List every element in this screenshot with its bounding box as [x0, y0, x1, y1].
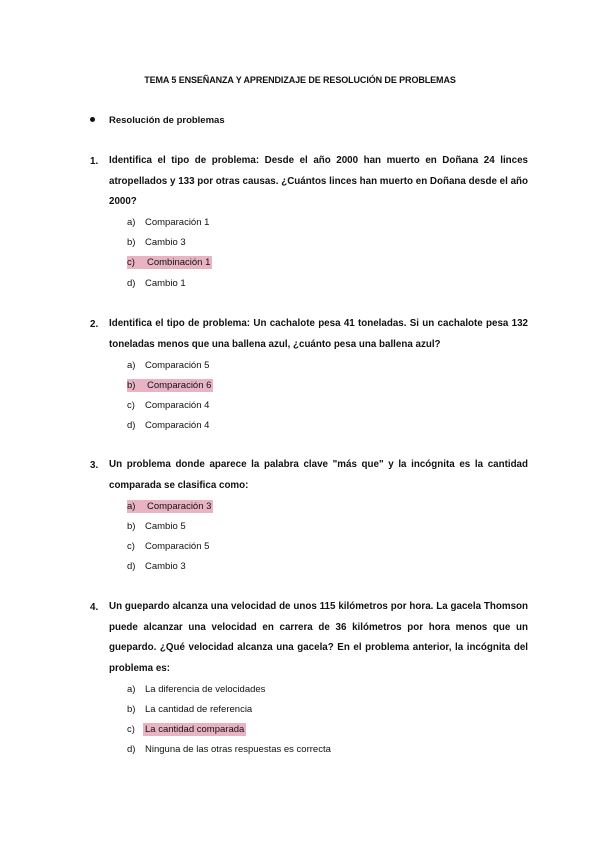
option-b[interactable]: b) Cambio 3 — [127, 237, 186, 249]
question-number: 1. — [90, 156, 99, 167]
question-number: 2. — [90, 319, 99, 330]
option-d[interactable]: d) Cambio 1 — [127, 277, 186, 289]
option-c-highlighted[interactable]: c) Combinación 1 — [127, 257, 211, 269]
option-a-highlighted[interactable]: a) Comparación 3 — [127, 500, 212, 512]
question-stem: Un guepardo alcanza una velocidad de unos 115 kilómetros por hora. La gacela Thomson puede alcanzar una velocidad en carrera de 36 kilómetros por hora menos que un guepardo. ¿Qué velocidad alcanza una gacela? En el problema anterior, la incógnita del problema es: — [109, 601, 528, 674]
question-3 — [90, 460, 528, 577]
question-1 — [90, 156, 528, 293]
option-c[interactable]: c) Comparación 5 — [127, 540, 210, 552]
question-number: 4. — [90, 602, 99, 613]
section-heading-text: Resolución de problemas — [109, 115, 225, 126]
options-list — [127, 496, 528, 577]
option-d[interactable]: d) Comparación 4 — [127, 420, 210, 432]
bullet-icon — [90, 117, 95, 122]
option-b-highlighted[interactable]: b) Comparación 6 — [127, 379, 212, 391]
option-b[interactable]: b) La cantidad de referencia — [127, 703, 253, 715]
options-list — [127, 355, 528, 436]
option-d[interactable]: d) Ninguna de las otras respuestas es correcta — [127, 744, 331, 756]
section-heading — [90, 115, 225, 126]
page-title: TEMA 5 ENSEÑANZA Y APRENDIZAJE DE RESOLUCIÓN DE PROBLEMAS — [144, 75, 456, 85]
option-c[interactable]: c) Comparación 4 — [127, 399, 210, 411]
question-2 — [90, 319, 528, 436]
question-stem: Un problema donde aparece la palabra clave "más que" y la incógnita es la cantidad comparada se clasifica como: — [109, 459, 528, 491]
option-d[interactable]: d) Cambio 3 — [127, 561, 186, 573]
option-a[interactable]: a) Comparación 5 — [127, 359, 210, 371]
question-4 — [90, 602, 528, 760]
question-number: 3. — [90, 460, 99, 471]
option-b[interactable]: b) Cambio 5 — [127, 520, 186, 532]
option-a[interactable]: a) La diferencia de velocidades — [127, 683, 266, 695]
question-stem: Identifica el tipo de problema: Desde el año 2000 han muerto en Doñana 24 linces atropellados y 133 por otras causas. ¿Cuántos linces han muerto en Doñana desde el año 2000? — [109, 155, 528, 207]
options-list — [127, 213, 528, 294]
option-a[interactable]: a) Comparación 1 — [127, 217, 210, 229]
options-list — [127, 679, 528, 760]
option-c-highlighted[interactable]: c) La cantidad comparada — [127, 723, 245, 735]
question-stem: Identifica el tipo de problema: Un cachalote pesa 41 toneladas. Si un cachalote pesa 132 toneladas menos que una ballena azul, ¿cuánto pesa una ballena azul? — [109, 318, 528, 350]
